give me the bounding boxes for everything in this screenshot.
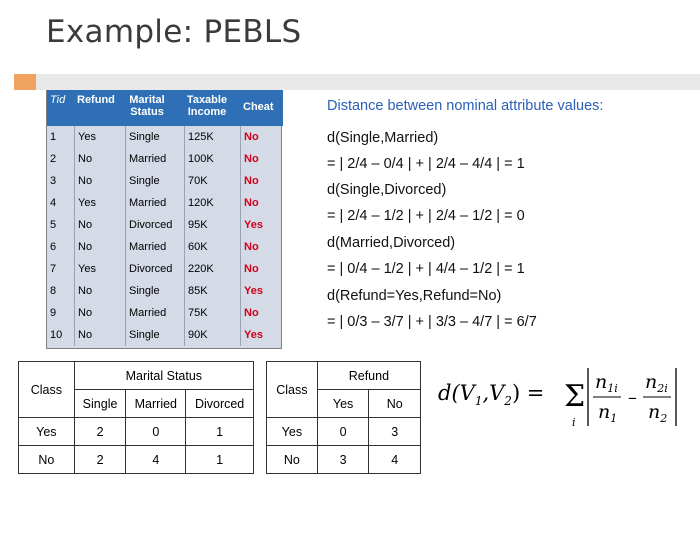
tid-cell: 5 — [50, 219, 57, 231]
class-no: No — [19, 446, 75, 474]
frac2-den: n — [648, 401, 661, 423]
frac2-num-sub: 2i — [657, 382, 668, 395]
svg-text:n2i — [645, 371, 668, 395]
frac1-num: n — [595, 371, 608, 393]
refund-count-table — [266, 361, 421, 474]
svg-text:n1 — [598, 401, 617, 425]
table-row — [47, 214, 283, 236]
class-header: Class — [19, 362, 75, 418]
cheat-cell: No — [240, 258, 283, 280]
table-row — [19, 446, 254, 474]
formula-close: ) = — [511, 381, 545, 405]
tid-cell: 3 — [50, 175, 57, 187]
table-row — [47, 280, 283, 302]
formula-lhs: d(V — [438, 381, 475, 405]
taxable-income-cell: 100K — [184, 148, 239, 170]
refund-cell: Yes — [74, 192, 124, 214]
marital-status-cell: Married — [125, 236, 183, 258]
distance-line: d(Single,Divorced) — [327, 182, 447, 198]
tid-cell: 9 — [50, 307, 57, 319]
taxable-income-cell: 60K — [184, 236, 239, 258]
distance-line: d(Refund=Yes,Refund=No) — [327, 288, 502, 304]
sum-index: i — [572, 416, 576, 429]
count-cell: 4 — [126, 446, 186, 474]
column-header-single: Single — [74, 390, 126, 418]
table-row — [47, 302, 283, 324]
cheat-cell: No — [240, 170, 283, 192]
count-cell: 3 — [369, 418, 421, 446]
taxable-income-cell: 70K — [184, 170, 239, 192]
table-row — [47, 258, 283, 280]
table-row — [47, 192, 283, 214]
refund-header: Refund — [317, 362, 420, 390]
distance-formula — [438, 362, 688, 432]
formula-minus: – — [628, 387, 637, 408]
training-data-table — [46, 90, 282, 349]
frac1-num-sub: 1i — [607, 382, 618, 395]
refund-cell: No — [74, 170, 124, 192]
count-cell: 2 — [74, 446, 126, 474]
tid-cell: 1 — [50, 131, 57, 143]
svg-text:d(V1,V2) = — [438, 381, 544, 408]
class-yes: Yes — [19, 418, 75, 446]
tid-cell: 7 — [50, 263, 57, 275]
taxable-income-cell: 125K — [184, 126, 239, 148]
cheat-cell: Yes — [240, 324, 283, 346]
cheat-cell: No — [240, 192, 283, 214]
taxable-income-cell: 220K — [184, 258, 239, 280]
refund-cell: Yes — [74, 126, 124, 148]
count-cell: 4 — [369, 446, 421, 474]
count-cell: 0 — [126, 418, 186, 446]
cheat-cell: No — [240, 126, 283, 148]
svg-text:n2 — [648, 401, 667, 425]
refund-cell: No — [74, 280, 124, 302]
marital-status-cell: Married — [125, 148, 183, 170]
cheat-cell: Yes — [240, 280, 283, 302]
header-cheat: Cheat — [243, 101, 274, 113]
table-row — [47, 148, 283, 170]
count-cell: 2 — [74, 418, 126, 446]
table-row — [47, 170, 283, 192]
tid-cell: 6 — [50, 241, 57, 253]
tid-cell: 2 — [50, 153, 57, 165]
tid-cell: 8 — [50, 285, 57, 297]
distance-line: = | 0/4 – 1/2 | + | 4/4 – 1/2 | = 1 — [327, 261, 525, 277]
accent-orange-block — [14, 74, 36, 90]
count-cell: 1 — [186, 418, 254, 446]
table-row — [267, 446, 421, 474]
taxable-income-cell: 85K — [184, 280, 239, 302]
refund-cell: No — [74, 302, 124, 324]
class-no: No — [267, 446, 318, 474]
sum-symbol: Σ — [564, 379, 586, 414]
marital-status-cell: Married — [125, 302, 183, 324]
taxable-income-cell: 75K — [184, 302, 239, 324]
taxable-income-cell: 90K — [184, 324, 239, 346]
column-header-divorced: Divorced — [186, 390, 254, 418]
cheat-cell: Yes — [240, 214, 283, 236]
frac1-den-sub: 1 — [610, 412, 618, 425]
column-header-no: No — [369, 390, 421, 418]
marital-status-cell: Single — [125, 324, 183, 346]
distance-line: = | 0/3 – 3/7 | + | 3/3 – 4/7 | = 6/7 — [327, 314, 537, 330]
distance-line: d(Married,Divorced) — [327, 235, 456, 251]
marital-status-count-table — [18, 361, 254, 474]
table-header — [47, 90, 283, 126]
refund-cell: No — [74, 324, 124, 346]
cheat-cell: No — [240, 236, 283, 258]
table-row — [47, 236, 283, 258]
cheat-cell: No — [240, 302, 283, 324]
column-header-yes: Yes — [317, 390, 369, 418]
formula-comma: ,V — [482, 381, 505, 405]
class-yes: Yes — [267, 418, 318, 446]
marital-status-cell: Married — [125, 192, 183, 214]
count-cell: 0 — [317, 418, 369, 446]
class-header: Class — [267, 362, 318, 418]
formula-sub: 2 — [504, 394, 512, 408]
svg-text:n1i — [595, 371, 618, 395]
marital-status-cell: Single — [125, 170, 183, 192]
count-cell: 3 — [317, 446, 369, 474]
distance-line: = | 2/4 – 1/2 | + | 2/4 – 1/2 | = 0 — [327, 208, 525, 224]
distance-heading: Distance between nominal attribute values: — [327, 98, 604, 114]
table-row — [47, 126, 283, 148]
table-row — [47, 324, 283, 346]
taxable-income-cell: 95K — [184, 214, 239, 236]
slide-title: Example: PEBLS — [46, 14, 302, 50]
marital-status-cell: Single — [125, 126, 183, 148]
refund-cell: No — [74, 148, 124, 170]
header-marital-status: Marital Status — [129, 94, 165, 118]
column-header-married: Married — [126, 390, 186, 418]
tid-cell: 4 — [50, 197, 57, 209]
tid-cell: 10 — [50, 329, 63, 341]
accent-bar — [14, 74, 700, 90]
header-taxable-income: Taxable Income — [186, 94, 228, 118]
header-tid: Tid — [50, 94, 66, 106]
refund-cell: No — [74, 214, 124, 236]
refund-cell: Yes — [74, 258, 124, 280]
table-row — [267, 418, 421, 446]
count-cell: 1 — [186, 446, 254, 474]
distance-line: d(Single,Married) — [327, 130, 439, 146]
cheat-cell: No — [240, 148, 283, 170]
taxable-income-cell: 120K — [184, 192, 239, 214]
marital-status-cell: Divorced — [125, 258, 183, 280]
formula-sub: 1 — [474, 394, 483, 408]
table-row — [19, 418, 254, 446]
frac2-num: n — [645, 371, 658, 393]
frac1-den: n — [598, 401, 611, 423]
header-refund: Refund — [77, 94, 115, 106]
marital-status-cell: Divorced — [125, 214, 183, 236]
frac2-den-sub: 2 — [660, 412, 668, 425]
marital-status-cell: Single — [125, 280, 183, 302]
refund-cell: No — [74, 236, 124, 258]
distance-line: = | 2/4 – 0/4 | + | 2/4 – 4/4 | = 1 — [327, 156, 525, 172]
marital-status-header: Marital Status — [74, 362, 253, 390]
